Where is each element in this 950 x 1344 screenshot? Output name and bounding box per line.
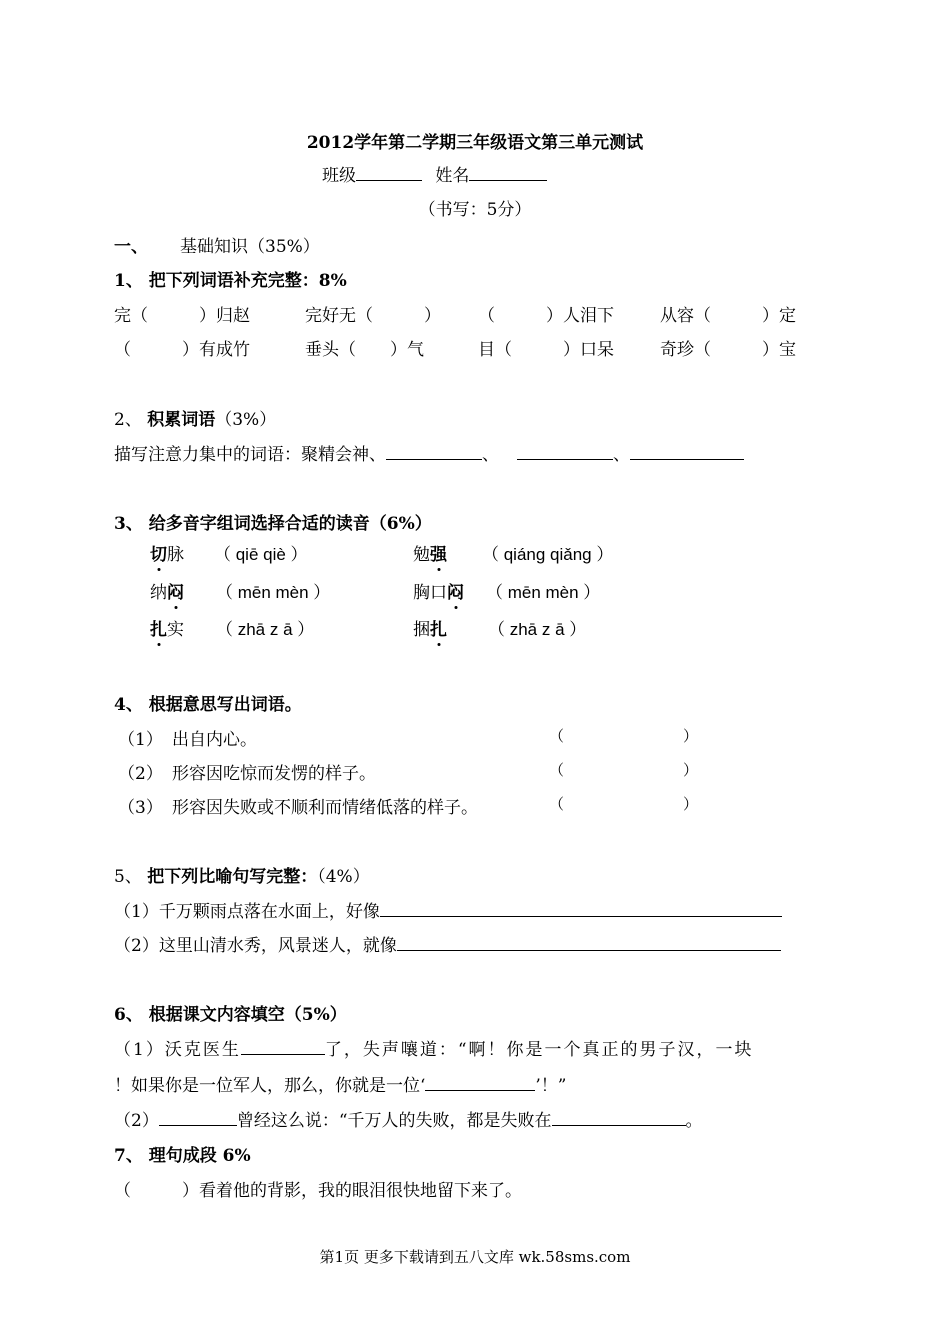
q4-answer-close: ） [683,795,699,813]
q4-item-number: （3） [118,798,163,818]
q4-item-number: （2） [118,764,163,784]
q5-score: （4%） [317,867,370,887]
q4-answer-open[interactable]: （ [549,795,565,813]
q6-line-1 [114,1035,754,1060]
q5-item [114,931,781,956]
q1-item: 完（ ）归赵 [114,306,250,326]
q6-text: （2） [114,1111,159,1131]
q5-prompt: （2）这里山清水秀，风景迷人，就像 [114,936,397,956]
q6-text: ’！” [535,1076,567,1096]
q6-text: 曾经这么说：“千万人的失败，都是失败在 [236,1111,552,1131]
q3-target-char: 切 [150,540,167,565]
q1-item: 完好无（ ） [305,306,441,326]
q3-target-char: 闷 [167,578,184,603]
q2-separator: 、 [613,445,630,465]
q3-item [413,540,447,565]
q6-blank[interactable] [552,1109,686,1126]
q3-target-char: 闷 [447,578,464,603]
q3-pinyin[interactable]: （ mēn mèn ） [216,583,331,602]
q3-pinyin[interactable]: （ mēn mèn ） [486,583,601,602]
name-label: 姓名 [435,166,470,186]
q3-item [150,578,184,603]
class-label: 班级 [322,166,356,186]
q1-item: （ ）有成竹 [114,340,250,360]
page-title: 2012学年第二学期三年级语文第三单元测试 [306,133,644,153]
q4-item-number: （1） [118,730,163,750]
q1-item: 目（ ）口呆 [478,340,614,360]
name-blank[interactable] [469,164,547,181]
q2-number: 2、 [114,410,142,430]
q5-item [114,897,782,922]
q5-prompt: （1）千万颗雨点落在水面上，好像 [114,902,380,922]
part1-number: 一、 [114,237,148,257]
q3-char: 实 [167,620,184,640]
q4-title: 4、 根据意思写出词语。 [114,695,302,715]
q1-item: 奇珍（ ）宝 [660,340,796,360]
q4-answer-close: ） [683,761,699,779]
q2-prompt: 描写注意力集中的词语：聚精会神、 [114,445,386,465]
q3-item [413,578,464,603]
q4-item-text: 形容因吃惊而发愣的样子。 [172,764,376,784]
q6-text: ！如果你是一位军人，那么，你就是一位‘ [114,1076,426,1096]
q2-title: 积累词语 [147,410,216,430]
class-name-line [322,161,547,186]
q4-item-text: 形容因失败或不顺利而情绪低落的样子。 [172,798,478,818]
q4-answer-open[interactable]: （ [549,727,565,745]
q6-text: 。 [685,1111,703,1131]
q1-item: （ ）人泪下 [478,306,614,326]
q6-blank[interactable] [159,1109,237,1126]
q7-line: （ ）看着他的背影，我的眼泪很快地留下来了。 [114,1181,522,1201]
q2-line [114,440,744,465]
q3-char: 脉 [167,545,184,565]
q3-pinyin[interactable]: （ zhā z ā ） [216,620,315,639]
q1-item: 垂头（ ）气 [305,340,424,360]
q4-item-text: 出自内心。 [172,730,257,750]
q3-target-char: 强 [430,540,447,565]
q5-blank[interactable] [397,934,781,951]
q3-char: 勉 [413,545,430,565]
q3-target-char: 扎 [150,615,167,640]
q2-score: （3%） [215,410,277,430]
q3-item [150,615,184,640]
q3-title: 3、 给多音字组词选择合适的读音（6%） [114,514,432,534]
q6-blank[interactable] [425,1074,535,1091]
q2-blank[interactable] [630,443,744,460]
q3-char: 胸口 [413,583,447,603]
q3-item [413,615,447,640]
q3-char: 纳 [150,583,167,603]
q6-text: （1）沃克医生 [114,1040,241,1060]
q3-pinyin[interactable]: （ zhā z ā ） [488,620,587,639]
q6-line-3 [114,1106,703,1131]
handwriting-score: （书写：5分） [418,200,532,220]
q2-blank[interactable] [517,443,613,460]
q3-target-char: 扎 [430,615,447,640]
q6-text: 了，失声嚷道：“啊！你是一个真正的男子汉，一块 [324,1040,754,1060]
q6-title: 6、 根据课文内容填空（5%） [114,1005,347,1025]
q2-heading [114,405,276,430]
q3-char: 捆 [413,620,430,640]
q1-item: 从容（ ）定 [660,306,796,326]
q4-answer-close: ） [683,727,699,745]
q7-title: 7、 理句成段 6% [114,1146,251,1166]
q5-heading [114,862,370,887]
q2-blank[interactable] [386,443,482,460]
q2-separator: 、 [482,445,499,465]
q4-answer-open[interactable]: （ [549,761,565,779]
class-blank[interactable] [356,164,422,181]
part1-title: 基础知识（35%） [180,237,320,257]
q5-number: 5、 [114,867,142,887]
q5-title: 把下列比喻句写完整： [147,867,318,887]
q5-blank[interactable] [380,900,782,917]
q3-pinyin[interactable]: （ qiē qiè ） [214,545,308,564]
page-footer: 第1页 更多下载请到五八文库 wk.58sms.com [319,1248,631,1266]
q6-line-2 [114,1071,567,1096]
q3-pinyin[interactable]: （ qiáng qiǎng ） [482,545,614,564]
q3-item [150,540,184,565]
q6-blank[interactable] [241,1038,325,1055]
q1-title: 1、 把下列词语补充完整：8% [114,271,347,291]
